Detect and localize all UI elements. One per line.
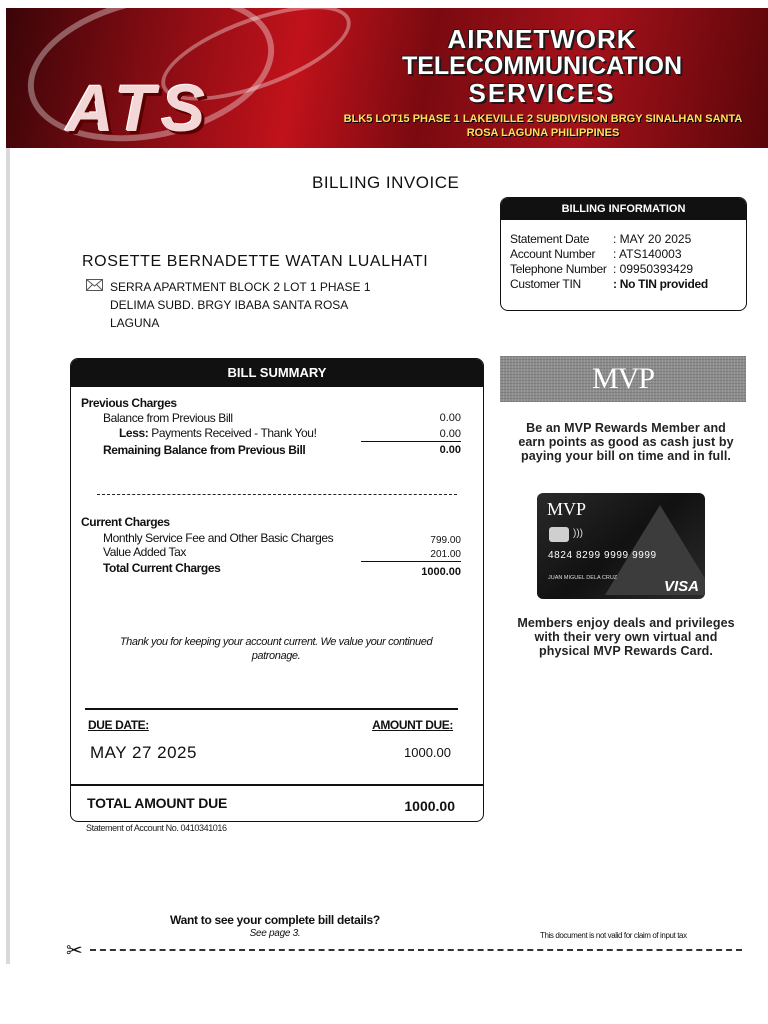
card-chip-icon [549, 527, 569, 542]
company-logo: ATS [66, 71, 212, 145]
mvp-members-text: Members enjoy deals and privileges with their very own virtual and physical MVP Rewards Card. [517, 616, 735, 658]
company-name-line2: TELECOMMUNICATION [401, 52, 683, 81]
due-date-value: MAY 27 2025 [90, 743, 197, 762]
statement-date-label: Statement Date [510, 232, 590, 246]
card-mvp-logo: MVP [547, 499, 587, 519]
scissors-icon: ✂ [66, 940, 83, 962]
account-number-label: Account Number [510, 247, 596, 261]
amount-due-value: 1000.00 [404, 745, 451, 760]
see-page-note: See page 3. [249, 928, 301, 939]
input-tax-disclaimer: This document is not valid for claim of input tax [540, 931, 687, 940]
bill-summary-box [70, 358, 484, 792]
due-separator [85, 708, 458, 710]
customer-address [110, 278, 410, 332]
amount-due-label: AMOUNT DUE: [372, 718, 453, 732]
total-amount-due-label: TOTAL AMOUNT DUE [87, 795, 228, 811]
mvp-logo: MVP [591, 362, 655, 395]
balance-previous-label: Balance from Previous Bill [103, 411, 233, 425]
customer-address-line3: LAGUNA [110, 316, 160, 330]
payments-received-label: Payments Received - Thank You! [151, 426, 317, 440]
subtotal-line [361, 441, 461, 442]
total-current-charges-value: 1000.00 [421, 566, 461, 578]
remaining-balance-label: Remaining Balance from Previous Bill [103, 443, 306, 457]
customer-address-line2: DELIMA SUBD. BRGY IBABA SANTA ROSA [110, 298, 349, 312]
account-number-value: : ATS140003 [613, 247, 682, 261]
total-amount-due-value: 1000.00 [404, 798, 455, 814]
page-edge [6, 8, 10, 964]
subtotal-line [361, 561, 461, 562]
less-prefix: Less: [119, 426, 149, 440]
total-amount-due-box [70, 784, 484, 822]
company-name-line1: AIRNETWORK [447, 24, 637, 54]
cut-line [90, 949, 742, 951]
statement-date-value: : MAY 20 2025 [613, 232, 692, 246]
billing-info-row [510, 232, 708, 247]
previous-charges-heading: Previous Charges [81, 396, 177, 410]
vat-value: 201.00 [430, 549, 461, 560]
telephone-number-value: : 09950393429 [613, 262, 694, 276]
billing-info-row [510, 247, 708, 262]
billing-information-heading: BILLING INFORMATION [501, 198, 746, 220]
remaining-balance-value: 0.00 [439, 444, 461, 456]
telephone-number-label: Telephone Number [510, 262, 607, 276]
card-holder: JUAN MIGUEL DELA CRUZ [548, 575, 618, 581]
mvp-banner [500, 356, 746, 402]
visa-logo: VISA [663, 578, 699, 595]
company-address [328, 112, 758, 141]
company-address-line1: BLK5 LOT15 PHASE 1 LAKEVILLE 2 SUBDIVISION BRGY SINALHAN SANTA [343, 113, 743, 125]
customer-address-line1: SERRA APARTMENT BLOCK 2 LOT 1 PHASE 1 [110, 280, 371, 294]
payments-received-value: 0.00 [439, 428, 461, 440]
vat-label: Value Added Tax [103, 545, 186, 559]
payments-received-row [119, 426, 317, 440]
contactless-icon: ))) [573, 528, 583, 539]
billing-info-row [510, 262, 708, 277]
company-name-line3: SERVICES [468, 77, 616, 108]
due-date-label: DUE DATE: [88, 718, 149, 732]
mvp-card-image [537, 493, 705, 599]
mvp-promo-text: Be an MVP Rewards Member and earn points as good as cash just by paying your bill on time and in full. [518, 421, 734, 463]
document-title: BILLING INVOICE [312, 173, 460, 192]
total-current-charges-label: Total Current Charges [103, 561, 221, 575]
current-charges-heading: Current Charges [81, 515, 170, 529]
mail-icon [86, 279, 103, 291]
billing-info-row [510, 277, 708, 292]
section-divider [97, 494, 457, 495]
customer-tin-label: Customer TIN [510, 277, 581, 291]
bill-summary-heading: BILL SUMMARY [71, 359, 483, 387]
customer-name: ROSETTE BERNADETTE WATAN LUALHATI [82, 253, 429, 270]
billing-information-table [510, 232, 708, 292]
complete-bill-question: Want to see your complete bill details? [170, 913, 380, 927]
company-address-line2: ROSA LAGUNA PHILIPPINES [466, 127, 620, 140]
card-number: 4824 8299 9999 9999 [548, 550, 657, 561]
billing-information-box [500, 197, 747, 311]
service-fee-value: 799.00 [430, 535, 461, 546]
customer-tin-value: : No TIN provided [613, 277, 708, 291]
statement-of-account-number: Statement of Account No. 0410341016 [86, 823, 227, 833]
balance-previous-value: 0.00 [439, 412, 461, 424]
company-name [322, 26, 762, 107]
thanks-message: Thank you for keeping your account current. We value your continued patronage. [119, 636, 433, 662]
header-banner [6, 8, 768, 148]
service-fee-label: Monthly Service Fee and Other Basic Charges [103, 531, 334, 545]
